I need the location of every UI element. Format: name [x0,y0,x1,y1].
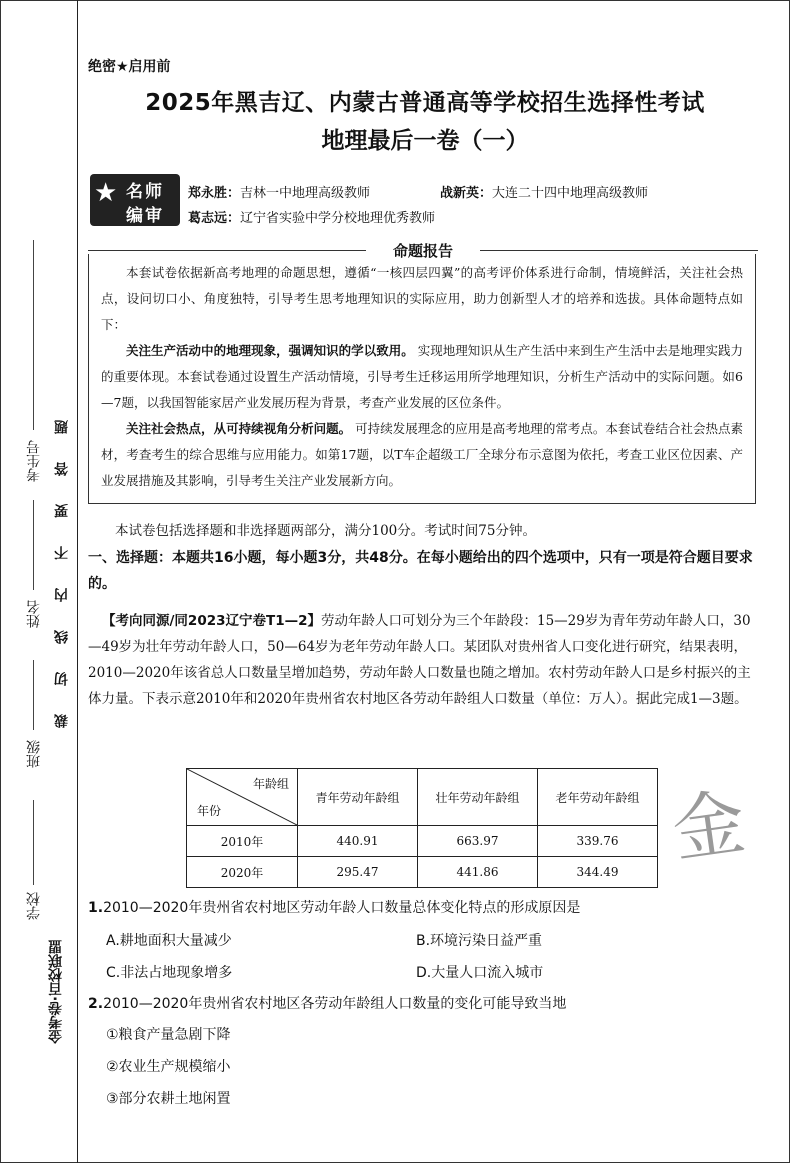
binding-rule [77,0,78,1163]
option-c[interactable]: C.非法占地现象增多 [106,965,233,981]
editor-name: 战新英： [440,186,493,201]
statement-2: ②农业生产规模缩小 [106,1059,231,1075]
exam-number-label: 考生号 [26,440,42,482]
editor-badge [90,174,180,226]
report-para-2-lead: 关注生产活动中的地理现象，强调知识的学以致用。 [126,343,414,358]
badge-line1: 名师 [126,182,164,202]
school-line [33,800,34,885]
brand-label: 金考卷·百校联盟 [48,940,64,1044]
question-number: 1. [88,900,104,916]
name-line [33,500,34,590]
col-header: 壮年劳动年龄组 [418,769,538,826]
exam-intro: 本试卷包括选择题和非选择题两部分，满分100分。考试时间75分钟。 [115,523,536,539]
statement-3: ③部分农耕土地闲置 [106,1091,231,1107]
population-table [186,768,658,888]
cell: 663.97 [418,826,538,857]
exam-number-line [33,240,34,430]
cell: 295.47 [298,857,418,888]
exam-title: 2025年黑吉辽、内蒙古普通高等学校招生选择性考试 [145,90,705,116]
statement-1: ①粮食产量急剧下降 [106,1027,231,1043]
corner-bottom: 年份 [197,804,222,818]
option-d[interactable]: D.大量人口流入城市 [416,965,544,981]
question-number: 2. [88,996,104,1012]
badge-line2: 编审 [126,206,164,226]
passage-text: 劳动年龄人口可划分为三个年龄段：15—29岁为青年劳动年龄人口，30—49岁为壮年劳动年龄人口，50—64岁为老年劳动年龄人口。某团队对贵州省人口变化进行研究，结果表明，2010—2020年该省总人口数量呈增加趋势，劳动年龄人口数量也随之增加。农村劳动年龄人口是乡村振兴的主体力量。下表示意2010年和2020年贵州省农村地区各劳动年龄组人口数量（单位：万人）。据此完成1—3题。 [88,613,751,707]
cell: 440.91 [298,826,418,857]
option-b[interactable]: B.环境污染日益严重 [416,933,543,949]
col-header: 青年劳动年龄组 [298,769,418,826]
report-para-2-body: 实现地理知识从生产生活中来到生产生活中去是地理实践力的重要体现。本套试卷通过设置生产活动情境，引导考生迁移运用所学地理知识，分析生产活动中的实际问题。如6—7题，以我国智能家居产业发展历程为背景，考查产业发展的区位条件。 [101,343,743,410]
confidential-mark: 绝密★启用前 [88,59,171,75]
report-para-2 [101,338,743,416]
passage [88,608,758,712]
editor-1 [188,182,370,201]
report-para-3-body: 可持续发展理念的应用是高考地理的常考点。本套试卷结合社会热点素材，考查考生的综合思维与应用能力。如第17题，以T车企超级工厂全球分布示意图为依托，考查工业区位因素、产业发展措施及其影响，引导考生关注产业发展新方向。 [101,421,743,488]
editor-desc: 吉林一中地理高级教师 [240,186,371,201]
section-1-heading: 一、选择题：本题共16小题，每小题3分，共48分。在每小题给出的四个选项中，只有一项是符合题目要求的。 [88,550,753,592]
class-label: 班级 [26,740,42,768]
question-1 [88,896,580,920]
editor-name: 郑永胜： [188,186,241,201]
editor-desc: 大连二十四中地理高级教师 [492,186,649,201]
watermark-glyph: 金 [667,779,751,873]
editor-2 [440,182,648,201]
table-row [187,857,658,888]
row-year: 2020年 [187,857,298,888]
report-para-1: 本套试卷依据新高考地理的命题思想，遵循“一核四层四翼”的高考评价体系进行命制，情境鲜活，关注社会热点，设问切口小、角度独特，引导考生思考地理知识的实际应用，助力创新型人才的培养和选拔。具体命题特点如下： [101,265,743,332]
class-line [33,660,34,730]
exam-subtitle: 地理最后一卷（一） [321,128,529,154]
passage-source: 【考向同源/同2023辽宁卷T1—2】 [102,613,321,629]
editor-name: 葛志远： [188,211,241,226]
school-label: 学校 [26,892,42,920]
name-label: 姓名 [26,600,42,628]
table-corner [187,769,298,826]
report-para-3 [101,416,743,494]
row-year: 2010年 [187,826,298,857]
report-para-3-lead: 关注社会热点，从可持续视角分析问题。 [126,421,352,436]
col-header: 老年劳动年龄组 [538,769,658,826]
corner-top: 年龄组 [252,777,289,791]
option-a[interactable]: A.耕地面积大量减少 [106,933,232,949]
question-stem: 2010—2020年贵州省农村地区各劳动年龄组人口数量的变化可能导致当地 [103,996,567,1012]
question-2 [88,992,566,1016]
table-row [187,826,658,857]
cell: 339.76 [538,826,658,857]
report-box [88,254,756,504]
question-stem: 2010—2020年贵州省农村地区劳动年龄人口数量总体变化特点的形成原因是 [103,900,581,916]
editor-desc: 辽宁省实验中学分校地理优秀教师 [240,211,436,226]
star-icon: ★ [94,178,118,208]
editor-3 [188,207,435,226]
cell: 344.49 [538,857,658,888]
report-label: 命题报告 [392,242,453,260]
seal-warning: 裁切线内不要答题 [54,392,70,728]
cell: 441.86 [418,857,538,888]
